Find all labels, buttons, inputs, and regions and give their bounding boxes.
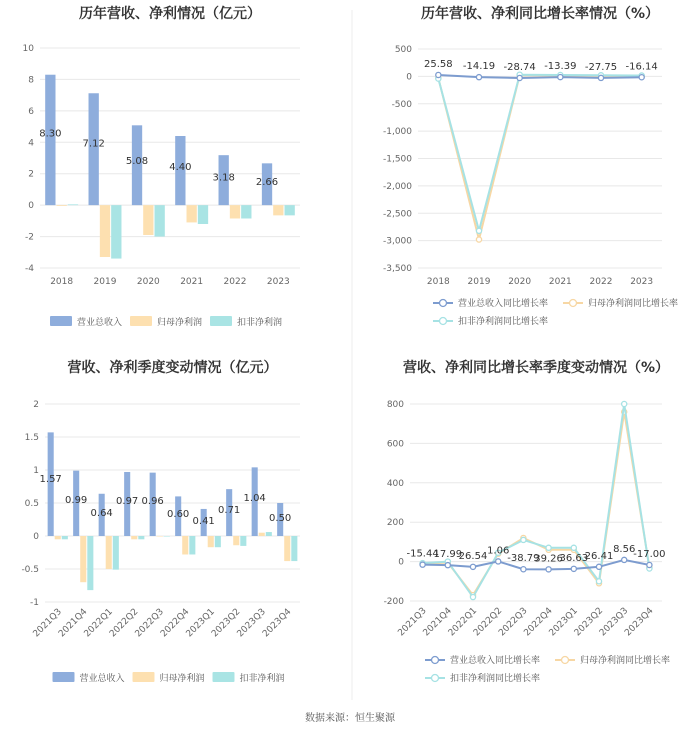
bar-1 (55, 536, 61, 539)
data-label: 1.04 (243, 493, 266, 505)
x-tick-label: 2021Q4 (421, 606, 454, 639)
series-point-2 (596, 579, 601, 584)
legend-label: 归母净利润同比增长率 (588, 299, 679, 309)
series-point-0 (558, 75, 563, 80)
x-tick-label: 2023 (266, 277, 290, 287)
series-line-2 (438, 75, 641, 231)
series-point-0 (521, 567, 526, 572)
x-tick-label: 2023 (630, 277, 654, 287)
y-tick-label: 200 (386, 518, 404, 529)
data-label: 26.41 (584, 550, 614, 562)
y-tick-label: -0.5 (21, 565, 39, 575)
legend-label: 扣非净利润同比增长率 (450, 674, 541, 684)
y-tick-label: 4 (28, 138, 34, 149)
series-point-1 (476, 237, 481, 242)
series-point-2 (571, 545, 576, 550)
legend-marker (440, 318, 447, 325)
x-tick-label: 2022Q2 (108, 607, 141, 640)
bar-1 (187, 205, 197, 222)
legend-marker (432, 657, 439, 664)
chart-title: 营收、净利同比增长率季度变动情况（%） (402, 360, 670, 376)
y-tick-label: -1,500 (382, 154, 412, 165)
legend-swatch (213, 672, 235, 682)
x-tick-label: 2023Q1 (547, 606, 580, 639)
series-point-0 (476, 75, 481, 80)
legend-swatch (53, 672, 75, 682)
series-line-1 (438, 75, 641, 239)
series-point-2 (546, 545, 551, 550)
legend-label: 扣非净利润 (237, 318, 283, 328)
y-tick-label: -2 (25, 232, 34, 243)
data-label: -28.74 (503, 61, 536, 73)
y-tick-label: 2 (28, 169, 34, 180)
y-tick-label: 0 (33, 532, 39, 542)
y-tick-label: 600 (386, 439, 404, 450)
bar-1 (230, 205, 240, 218)
series-point-0 (647, 562, 652, 567)
bar-2 (62, 536, 68, 539)
bar-1 (273, 205, 283, 215)
data-label: -17.00 (633, 548, 666, 560)
legend-label: 归母净利润 (157, 318, 203, 328)
bar-1 (131, 536, 137, 539)
y-tick-label: -3,500 (382, 264, 412, 274)
legend-swatch (50, 316, 72, 326)
series-point-2 (470, 594, 475, 599)
bar-1 (57, 205, 67, 206)
legend-swatch (133, 672, 155, 682)
y-tick-label: 10 (22, 44, 34, 54)
bar-2 (113, 536, 119, 570)
x-tick-label: 2021Q4 (57, 607, 90, 640)
y-tick-label: -3,000 (382, 236, 412, 247)
series-point-0 (622, 557, 627, 562)
x-tick-label: 2022Q2 (471, 606, 505, 639)
x-tick-label: 2021 (180, 277, 204, 287)
bar-2 (240, 536, 246, 546)
y-tick-label: 0 (406, 72, 412, 83)
chart-annual-revenue-profit (23, 5, 300, 328)
x-tick-label: 2022Q1 (82, 607, 115, 640)
legend-label: 扣非净利润同比增长率 (458, 317, 549, 327)
data-label: -27.75 (584, 61, 618, 73)
y-tick-label: 500 (394, 45, 412, 55)
chart-title: 历年营收、净利情况（亿元） (79, 6, 261, 22)
data-label: 3.18 (212, 172, 235, 184)
bar-1 (100, 205, 110, 257)
bar-2 (164, 536, 170, 537)
y-tick-label: 8 (28, 75, 34, 86)
bar-1 (106, 536, 112, 569)
data-label: 17.99 (433, 549, 463, 561)
x-tick-label: 2022Q4 (522, 606, 555, 639)
data-label: 8.56 (613, 543, 636, 555)
bar-2 (215, 536, 221, 547)
legend-marker (570, 300, 577, 307)
bar-1 (259, 533, 265, 536)
series-point-2 (622, 401, 627, 406)
y-tick-label: -1 (30, 598, 39, 608)
bar-1 (233, 536, 239, 545)
y-tick-label: -2,000 (382, 181, 412, 192)
data-label: 26.54 (458, 550, 488, 562)
data-label: 0.99 (65, 495, 88, 507)
legend-marker (562, 657, 569, 664)
x-tick-label: 2023Q2 (572, 606, 606, 639)
bar-1 (208, 536, 214, 547)
data-label: 0.96 (141, 496, 164, 508)
series-line-1 (423, 412, 650, 595)
y-tick-label: 1.5 (24, 433, 39, 443)
series-point-0 (496, 559, 501, 564)
data-label: -15.44 (406, 548, 439, 560)
bar-2 (198, 205, 208, 224)
data-label: 25.58 (424, 58, 453, 70)
x-tick-label: 2019 (467, 277, 491, 287)
series-point-0 (571, 566, 576, 571)
bar-2 (266, 532, 272, 536)
data-label: 8.30 (39, 128, 62, 140)
data-label: 2.66 (255, 177, 279, 189)
x-tick-label: 2022Q3 (133, 607, 166, 640)
bar-1 (143, 205, 153, 235)
bar-2 (284, 205, 294, 215)
x-tick-label: 2022Q4 (159, 607, 192, 640)
y-tick-label: 0.5 (24, 499, 39, 509)
y-tick-label: -4 (25, 264, 34, 274)
y-tick-label: -500 (391, 99, 412, 110)
data-label: 5.08 (125, 156, 149, 168)
legend-marker (440, 300, 447, 307)
series-point-0 (598, 75, 603, 80)
legend-label: 营业总收入 (79, 674, 125, 684)
data-label: 0.71 (218, 505, 241, 517)
series-point-0 (596, 564, 601, 569)
x-tick-label: 2019 (93, 277, 117, 287)
chart-title: 营收、净利季度变动情况（亿元） (67, 360, 278, 376)
x-tick-label: 2023Q1 (184, 607, 217, 640)
y-tick-label: 2 (33, 400, 39, 410)
y-tick-label: -2,500 (382, 209, 412, 220)
bar-2 (111, 205, 121, 258)
series-point-0 (470, 564, 475, 569)
bar-1 (80, 536, 86, 582)
data-label: 0.41 (192, 516, 215, 528)
x-tick-label: 2018 (50, 277, 74, 287)
series-line-2 (423, 404, 650, 597)
x-tick-label: 2023Q4 (623, 606, 656, 639)
series-point-0 (517, 75, 522, 80)
x-tick-label: 2020 (508, 277, 532, 287)
data-label: 1.57 (39, 474, 62, 486)
data-label: 0.50 (269, 512, 292, 524)
series-point-0 (639, 75, 644, 80)
y-tick-label: 6 (28, 106, 34, 117)
y-tick-label: -1,000 (382, 127, 412, 138)
bar-2 (68, 204, 78, 205)
bar-1 (284, 536, 290, 561)
chart-quarterly-revenue-profit (21, 359, 300, 684)
data-source: 数据来源：恒生聚源 (305, 713, 395, 724)
legend-label: 扣非净利润 (239, 674, 285, 684)
data-label: 0.64 (90, 507, 113, 519)
x-tick-label: 2020 (136, 277, 160, 287)
data-label: 7.12 (82, 138, 105, 150)
series-point-2 (476, 228, 481, 233)
legend-label: 营业总收入同比增长率 (458, 299, 549, 309)
x-tick-label: 2022Q3 (497, 606, 530, 639)
x-tick-label: 2023Q3 (235, 607, 268, 640)
data-label: 0.60 (167, 509, 190, 521)
chart-title: 历年营收、净利同比增长率情况（%） (420, 6, 660, 22)
x-tick-label: 2023Q2 (210, 607, 243, 640)
x-tick-label: 2023Q3 (597, 606, 631, 639)
legend-label: 归母净利润同比增长率 (580, 656, 671, 666)
legend-swatch (210, 316, 232, 326)
data-label: -14.19 (462, 61, 496, 73)
legend-label: 归母净利润 (159, 674, 205, 684)
x-tick-label: 2018 (426, 277, 450, 287)
bar-2 (241, 205, 251, 218)
y-tick-label: -200 (383, 597, 404, 607)
y-tick-label: 0 (398, 557, 404, 568)
legend-marker (432, 675, 439, 682)
bar-2 (291, 536, 297, 561)
data-label: 36.63 (559, 552, 589, 564)
legend-swatch (130, 316, 152, 326)
series-point-0 (436, 72, 441, 77)
data-label: 1.06 (487, 545, 510, 557)
bar-2 (189, 536, 195, 554)
legend-label: 营业总收入同比增长率 (450, 656, 541, 666)
x-tick-label: 2023Q4 (261, 607, 294, 640)
x-tick-label: 2021Q3 (31, 607, 64, 640)
legend-label: 营业总收入 (77, 318, 123, 328)
y-tick-label: 1 (33, 466, 39, 476)
series-point-2 (521, 537, 526, 542)
x-tick-label: 2022Q1 (446, 606, 480, 639)
x-tick-label: 2021 (548, 277, 572, 287)
x-tick-label: 2021Q3 (396, 606, 429, 639)
chart-annual-growth-rate (383, 5, 678, 327)
x-tick-label: 2022 (589, 277, 613, 287)
y-tick-label: 400 (386, 478, 404, 489)
bar-1 (157, 536, 163, 537)
series-point-0 (546, 567, 551, 572)
data-label: 0.97 (116, 495, 139, 507)
y-tick-label: 800 (386, 400, 404, 410)
data-label: 4.40 (169, 162, 192, 174)
bar-1 (182, 536, 188, 554)
x-tick-label: 2022 (223, 277, 247, 287)
chart-quarterly-growth-rate (384, 359, 670, 684)
data-label: -16.14 (625, 61, 658, 73)
data-label: 39.26 (534, 553, 563, 565)
data-label: -38.79 (507, 553, 540, 565)
bar-2 (154, 205, 164, 236)
bar-2 (138, 536, 144, 539)
y-tick-label: 0 (28, 201, 34, 212)
series-point-0 (445, 563, 450, 568)
series-point-0 (420, 562, 425, 567)
data-label: -13.39 (544, 61, 577, 73)
bar-2 (87, 536, 93, 590)
bar-0 (45, 75, 55, 205)
